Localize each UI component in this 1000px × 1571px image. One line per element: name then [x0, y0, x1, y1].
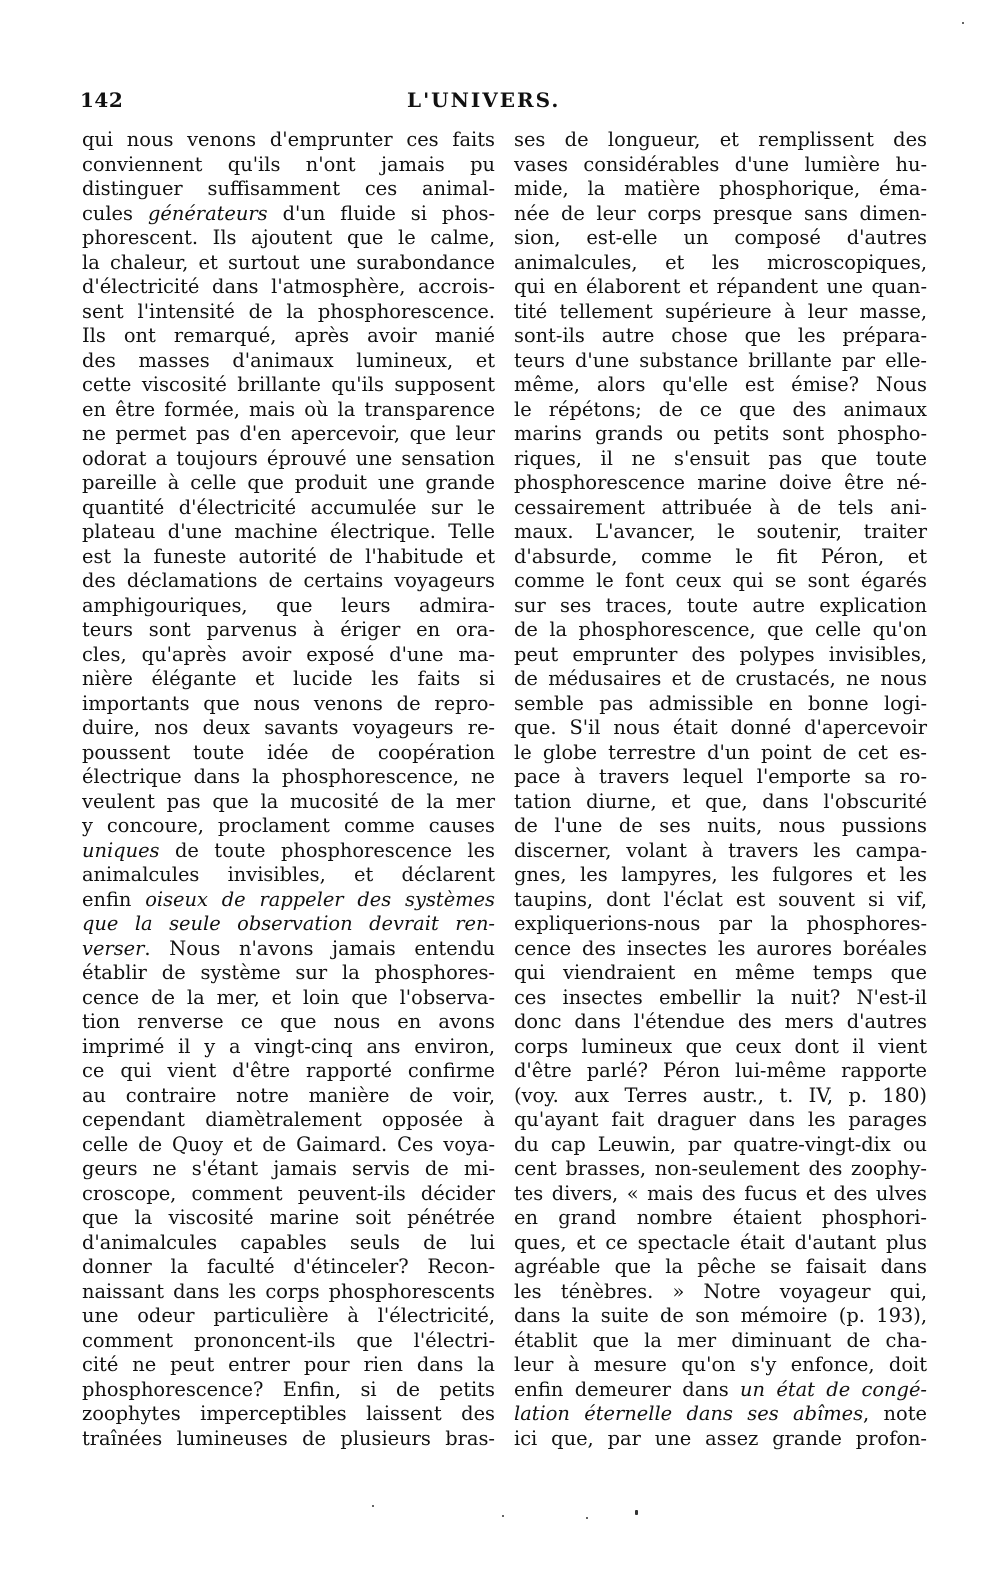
text-line [514, 153, 927, 178]
line-text: taupins, dont l'éclat est souvent si vif, [514, 887, 927, 911]
text-line [82, 741, 495, 766]
text-line [82, 1231, 495, 1256]
text-line [514, 1304, 927, 1329]
line-text: de l'une de ses nuits, nous pussions [514, 814, 927, 837]
line-text: plateau d'une machine électrique. Telle [82, 520, 495, 543]
text-line [82, 422, 495, 447]
line-text: geurs ne s'étant jamais servis de mi- [82, 1157, 495, 1180]
line-text: , note [863, 1402, 927, 1425]
line-text: teurs sont parvenus à ériger en ora- [82, 618, 495, 641]
text-line [514, 1280, 927, 1305]
line-text: animalcules, et les microscopiques, [514, 250, 927, 274]
text-line [514, 741, 927, 766]
text-line [82, 1182, 495, 1207]
line-text: donner la faculté d'étinceler? Recon- [82, 1255, 495, 1278]
line-text: ce qui vient d'être rapporté confirme [82, 1059, 495, 1082]
text-line [82, 1059, 495, 1084]
text-line [514, 912, 927, 937]
line-text: animalcules invisibles, et déclarent [82, 863, 495, 886]
line-text: ici que, par une assez grande profon- [514, 1426, 927, 1450]
text-line [82, 1157, 495, 1182]
text-line [82, 1378, 495, 1403]
line-text: phosphorescence marine doive être né- [514, 471, 927, 494]
line-text: est la funeste autorité de l'habitude et [82, 544, 495, 568]
text-line [82, 300, 495, 325]
line-text: cessairement attribuée à de tels ani- [514, 495, 927, 519]
line-text: amphigouriques, que leurs admira- [82, 593, 495, 617]
line-text: tion renverse ce que nous en avons [82, 1010, 495, 1033]
line-text: en grand nombre étaient phosphori- [514, 1206, 927, 1229]
line-text: ses de longueur, et remplissent des [514, 128, 927, 151]
text-line [82, 1108, 495, 1133]
right-text-column [514, 128, 927, 1451]
text-line [514, 349, 927, 374]
text-line [514, 716, 927, 741]
line-text: sent l'intensité de la phosphorescence. [82, 299, 495, 323]
line-text: qui en élaborent et répandent une quan- [514, 275, 927, 298]
text-line [82, 202, 495, 227]
text-line [82, 226, 495, 251]
line-text: cles, qu'après avoir exposé d'une ma- [82, 642, 495, 666]
line-text: des déclamations de certains voyageurs [82, 569, 495, 592]
line-text: distinguer suffisamment ces animal- [82, 177, 495, 200]
text-line [514, 1206, 927, 1231]
italic-text: oiseux de rappeler des systèmes [145, 887, 495, 911]
text-line [82, 790, 495, 815]
text-line [514, 300, 927, 325]
text-line [514, 1182, 927, 1207]
line-text: donc dans l'étendue des mers d'autres [514, 1010, 927, 1033]
line-text: imprimé il y a vingt-cinq ans environ, [82, 1034, 495, 1058]
left-text-column [82, 128, 495, 1451]
scan-speck [502, 1515, 504, 1517]
line-text: naissant dans les corps phosphorescents [82, 1279, 495, 1303]
text-line [82, 1206, 495, 1231]
line-text: discerner, volant à travers les campa- [514, 838, 927, 862]
line-text: pace à travers lequel l'emporte sa ro- [514, 765, 927, 788]
text-line [82, 1010, 495, 1035]
text-line [514, 986, 927, 1011]
text-line [514, 520, 927, 545]
text-line [82, 839, 495, 864]
line-text: d'animalcules capables seuls de lui [82, 1230, 495, 1254]
line-text: . Nous n'avons jamais entendu [144, 936, 495, 960]
line-text: enfin [82, 887, 146, 911]
text-line [82, 1035, 495, 1060]
line-text: cules [82, 201, 148, 225]
line-text: pareille à celle que produit une grande [82, 471, 495, 494]
text-line [514, 1084, 927, 1109]
text-line [82, 545, 495, 570]
line-text: établir de système sur la phosphores- [82, 961, 495, 984]
text-line [514, 177, 927, 202]
text-line [82, 1329, 495, 1354]
line-text: celle de Quoy et de Gaimard. Ces voya- [82, 1132, 495, 1156]
line-text: semble pas admissible en bonne logi- [514, 691, 927, 715]
line-text: importants que nous venons de repro- [82, 691, 495, 715]
text-line [514, 863, 927, 888]
line-text: établit que la mer diminuant de cha- [514, 1328, 927, 1352]
line-text: mide, la matière phosphorique, éma- [514, 177, 927, 200]
line-text: comment prononcent-ils que l'électri- [82, 1328, 495, 1352]
line-text: leur à mesure qu'on s'y enfonce, doit [514, 1353, 927, 1376]
line-text: de la phosphorescence, que celle qu'on [514, 618, 927, 641]
text-line [82, 520, 495, 545]
text-line [514, 1035, 927, 1060]
line-text: électrique dans la phosphorescence, ne [82, 765, 495, 788]
text-line [82, 986, 495, 1011]
line-text: au contraire notre manière de voir, [82, 1083, 495, 1107]
line-text: ne permet pas d'en apercevoir, que leur [82, 422, 495, 445]
line-text: que la viscosité marine soit pénétrée [82, 1206, 495, 1229]
text-line [82, 349, 495, 374]
text-line [514, 1402, 927, 1427]
italic-text: que la seule observation devrait ren- [82, 912, 495, 935]
line-text: d'être parlé? Péron lui-même rapporte [514, 1059, 927, 1082]
line-text: riques, il ne s'ensuit pas que toute [514, 446, 927, 470]
line-text: sur ses traces, toute autre explication [514, 593, 927, 617]
line-text: vases considérables d'une lumière hu- [514, 152, 927, 176]
line-text: veulent pas que la mucosité de la mer [82, 789, 495, 813]
text-line [82, 643, 495, 668]
line-text: dans la suite de son mémoire (p. 193), [514, 1304, 927, 1327]
text-line [514, 814, 927, 839]
line-text: une odeur particulière à l'électricité, [82, 1304, 495, 1327]
text-line [514, 594, 927, 619]
text-line [82, 471, 495, 496]
text-line [514, 1059, 927, 1084]
scan-speck [372, 1505, 374, 1507]
scan-speck [586, 1517, 588, 1519]
line-text: traînées lumineuses de plusieurs bras- [82, 1426, 495, 1450]
text-line [514, 1329, 927, 1354]
text-line [82, 1280, 495, 1305]
text-line [514, 643, 927, 668]
text-line [82, 814, 495, 839]
text-line [514, 275, 927, 300]
text-line [82, 398, 495, 423]
text-line [514, 1231, 927, 1256]
text-line [82, 447, 495, 472]
text-line [514, 1353, 927, 1378]
running-title: L'UNIVERS. [407, 88, 561, 112]
line-text: phorescent. Ils ajoutent que le calme, [82, 226, 495, 249]
line-text: les ténèbres. » Notre voyageur qui, [514, 1279, 927, 1303]
line-text: le répétons; de ce que des animaux [514, 397, 927, 421]
line-text: même, alors qu'elle est émise? Nous [514, 373, 927, 396]
line-text: ques, et ce spectacle était d'autant plus [514, 1230, 927, 1254]
italic-text: un état de congé- [740, 1377, 927, 1401]
text-line [82, 569, 495, 594]
text-line [82, 1353, 495, 1378]
text-line [82, 373, 495, 398]
text-line [82, 692, 495, 717]
text-line [82, 496, 495, 521]
line-text: tes divers, « mais des fucus et des ulves [514, 1181, 927, 1205]
text-line [82, 1255, 495, 1280]
line-text: cité ne peut entrer pour rien dans la [82, 1353, 495, 1376]
line-text: de toute phosphorescence les [159, 838, 495, 862]
line-text: maux. L'avancer, le soutenir, traiter [514, 520, 927, 543]
line-text: agréable que la pêche se faisait dans [514, 1255, 927, 1278]
line-text: odorat a toujours éprouvé une sensation [82, 446, 495, 470]
italic-text: générateurs [147, 201, 268, 225]
line-text: conviennent qu'ils n'ont jamais pu [82, 152, 495, 176]
line-text: d'un fluide si phos- [267, 201, 495, 225]
line-text: née de leur corps presque sans dimen- [514, 201, 927, 225]
line-text: croscope, comment peuvent-ils décider [82, 1181, 495, 1205]
text-line [514, 324, 927, 349]
line-text: que. S'il nous était donné d'apercevoir [514, 716, 927, 739]
text-line [514, 790, 927, 815]
text-line [514, 398, 927, 423]
text-line [514, 618, 927, 643]
line-text: ces insectes embellir la nuit? N'est-il [514, 985, 927, 1009]
text-line [82, 1133, 495, 1158]
line-text: zoophytes imperceptibles laissent des [82, 1402, 495, 1425]
text-line [514, 202, 927, 227]
text-line [514, 1108, 927, 1133]
text-line [514, 961, 927, 986]
text-line [82, 1304, 495, 1329]
scan-speck [635, 1510, 638, 1515]
text-line [82, 177, 495, 202]
line-text: la chaleur, et surtout une surabondance [82, 250, 495, 274]
text-line [82, 961, 495, 986]
text-line [514, 569, 927, 594]
line-text: cette viscosité brillante qu'ils supposent [82, 373, 495, 396]
text-line [82, 937, 495, 962]
line-text: tité tellement supérieure à leur masse, [514, 299, 927, 323]
line-text: qu'ayant fait draguer dans les parages [514, 1108, 927, 1131]
line-text: y concoure, proclament comme causes [82, 814, 495, 837]
line-text: qui viendraient en même temps que [514, 961, 927, 984]
line-text: teurs d'une substance brillante par elle- [514, 348, 927, 372]
text-line [514, 496, 927, 521]
text-line [514, 251, 927, 276]
text-line [514, 1255, 927, 1280]
text-line [514, 226, 927, 251]
text-line [514, 447, 927, 472]
line-text: du cap Leuwin, par quatre-vingt-dix ou [514, 1132, 927, 1156]
line-text: enfin demeurer dans [514, 1377, 741, 1401]
line-text: corps lumineux que ceux dont il vient [514, 1034, 927, 1058]
line-text: marins grands ou petits sont phospho- [514, 422, 927, 445]
italic-text: verser [82, 936, 145, 960]
text-line [514, 1378, 927, 1403]
text-line [514, 937, 927, 962]
text-line [514, 1010, 927, 1035]
line-text: d'absurde, comme le fit Péron, et [514, 544, 927, 568]
page-header [80, 88, 940, 112]
line-text: peut emprunter des polypes invisibles, [514, 642, 927, 666]
line-text: qui nous venons d'emprunter ces faits [82, 128, 495, 151]
text-line [82, 716, 495, 741]
text-line [514, 471, 927, 496]
text-line [82, 1402, 495, 1427]
scan-speck [962, 22, 964, 24]
italic-text: uniques [82, 838, 160, 862]
text-line [514, 1427, 927, 1452]
text-line [514, 545, 927, 570]
line-text: poussent toute idée de coopération [82, 740, 495, 764]
text-line [82, 912, 495, 937]
text-line [82, 1084, 495, 1109]
italic-text: lation éternelle dans ses abîmes [514, 1402, 864, 1425]
line-text: de médusaires et de crustacés, ne nous [514, 667, 927, 690]
text-line [82, 888, 495, 913]
text-line [514, 839, 927, 864]
line-text: gnes, les lampyres, les fulgores et les [514, 863, 927, 886]
text-line [514, 373, 927, 398]
line-text: duire, nos deux savants voyageurs re- [82, 716, 495, 739]
line-text: sont-ils autre chose que les prépara- [514, 324, 927, 347]
text-line [514, 1133, 927, 1158]
text-line [514, 667, 927, 692]
text-line [514, 888, 927, 913]
text-line [82, 594, 495, 619]
line-text: cence de la mer, et loin que l'observa- [82, 985, 495, 1009]
line-text: expliquerions-nous par la phosphores- [514, 912, 927, 935]
line-text: comme le font ceux qui se sont égarés [514, 569, 927, 592]
line-text: en être formée, mais où la transparence [82, 397, 495, 421]
text-line [82, 618, 495, 643]
text-line [82, 324, 495, 349]
line-text: cent brasses, non-seulement des zoophy- [514, 1157, 927, 1180]
text-line [82, 275, 495, 300]
line-text: tation diurne, et que, dans l'obscurité [514, 789, 927, 813]
line-text: le globe terrestre d'un point de cet es- [514, 740, 927, 764]
line-text: sion, est-elle un composé d'autres [514, 226, 927, 249]
text-line [82, 251, 495, 276]
line-text: cependant diamètralement opposée à [82, 1108, 495, 1131]
text-line [82, 765, 495, 790]
text-line [514, 765, 927, 790]
line-text: (voy. aux Terres austr., t. IV, p. 180) [514, 1083, 927, 1107]
line-text: d'électricité dans l'atmosphère, accrois- [82, 275, 495, 298]
text-line [514, 128, 927, 153]
line-text: Ils ont remarqué, après avoir manié [82, 324, 495, 347]
text-line [514, 692, 927, 717]
text-line [82, 1427, 495, 1452]
line-text: quantité d'électricité accumulée sur le [82, 495, 495, 519]
text-line [514, 1157, 927, 1182]
text-line [514, 422, 927, 447]
line-text: des masses d'animaux lumineux, et [82, 348, 495, 372]
line-text: nière élégante et lucide les faits si [82, 667, 495, 690]
text-line [82, 667, 495, 692]
line-text: phosphorescence? Enfin, si de petits [82, 1377, 495, 1401]
text-line [82, 128, 495, 153]
text-line [82, 863, 495, 888]
text-line [82, 153, 495, 178]
page-number: 142 [80, 88, 124, 112]
line-text: cence des insectes les aurores boréales [514, 936, 927, 960]
